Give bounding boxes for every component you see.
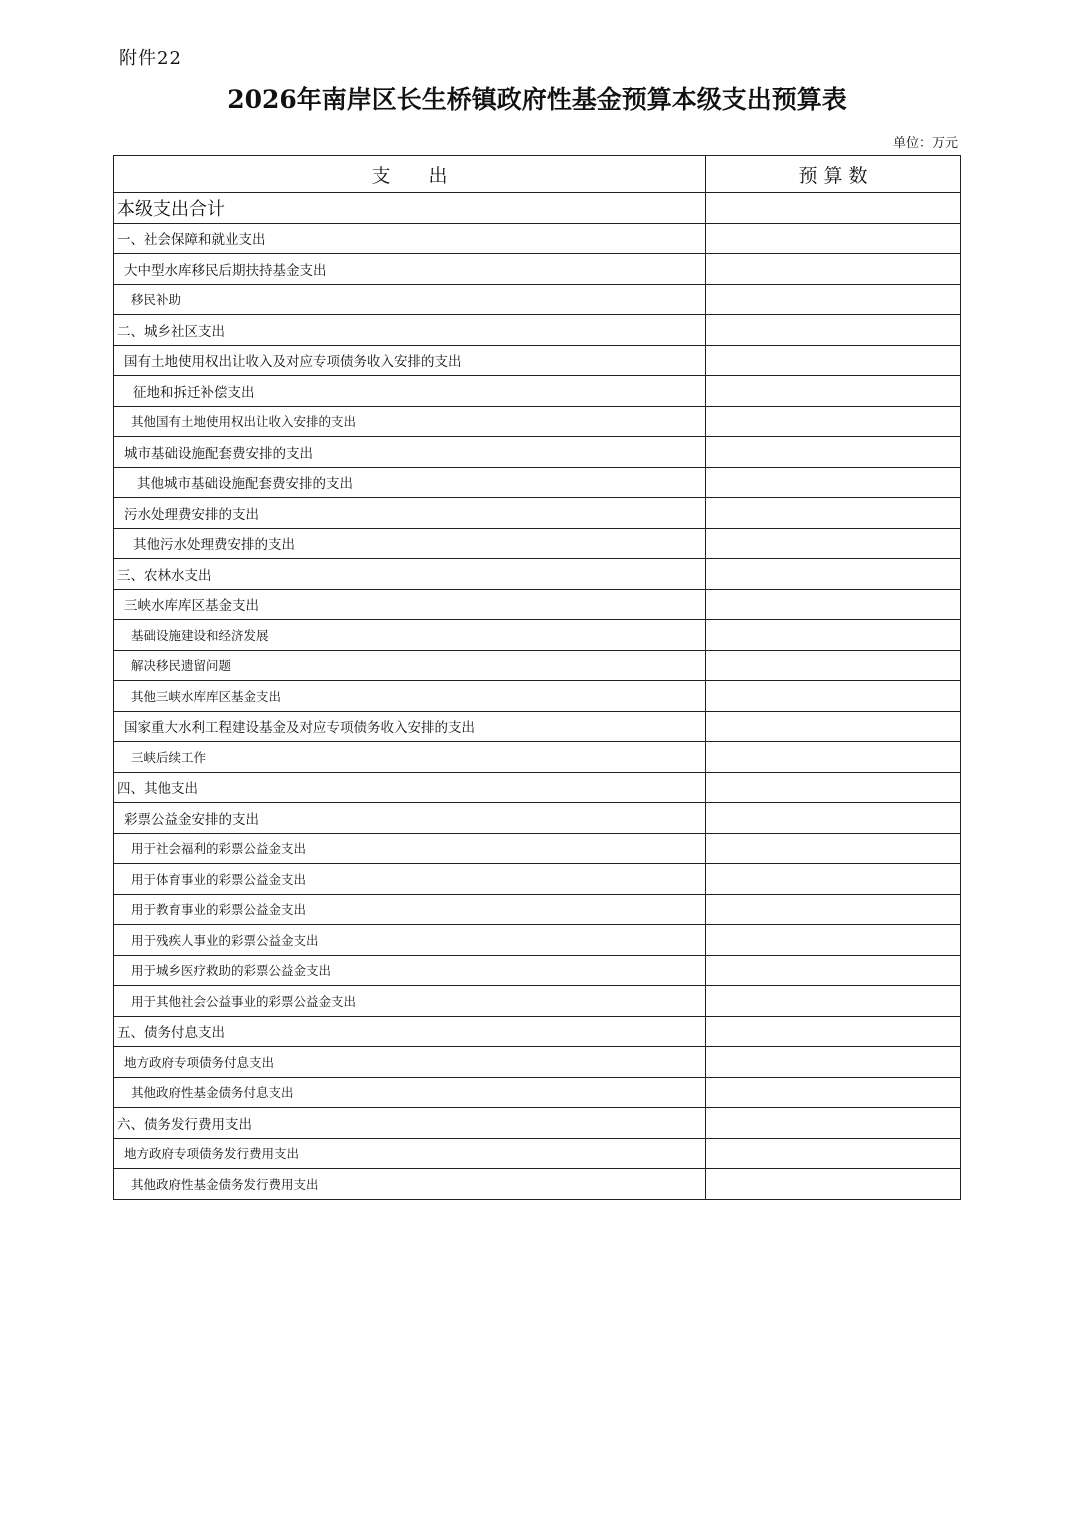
expenditure-cell <box>114 742 706 773</box>
expenditure-cell <box>114 1016 706 1047</box>
expenditure-cell <box>114 864 706 895</box>
budget-value-cell <box>706 925 961 956</box>
expenditure-label: 其他城市基础设施配套费安排的支出 <box>137 476 353 493</box>
table-row <box>114 650 961 681</box>
expenditure-label: 用于教育事业的彩票公益金支出 <box>131 902 307 918</box>
expenditure-cell <box>114 498 706 529</box>
expenditure-cell <box>114 315 706 346</box>
budget-value-cell <box>706 650 961 681</box>
column-header-budget: 预 算 数 <box>706 156 961 193</box>
table-row <box>114 955 961 986</box>
expenditure-cell <box>114 986 706 1017</box>
expenditure-label: 彩票公益金安排的支出 <box>124 811 259 828</box>
table-row <box>114 620 961 651</box>
expenditure-cell <box>114 193 706 224</box>
table-row <box>114 1016 961 1047</box>
expenditure-cell <box>114 955 706 986</box>
budget-value-cell <box>706 589 961 620</box>
table-row <box>114 1138 961 1169</box>
table-row <box>114 498 961 529</box>
budget-value-cell <box>706 1108 961 1139</box>
expenditure-cell <box>114 345 706 376</box>
table-row <box>114 437 961 468</box>
table-row <box>114 589 961 620</box>
expenditure-label: 本级支出合计 <box>117 198 225 220</box>
table-row <box>114 925 961 956</box>
page-title: 2026年南岸区长生桥镇政府性基金预算本级支出预算表 <box>227 85 847 114</box>
expenditure-cell <box>114 406 706 437</box>
expenditure-label: 基础设施建设和经济发展 <box>131 627 269 643</box>
expenditure-label: 解决移民遗留问题 <box>131 658 232 674</box>
expenditure-label: 其他国有土地使用权出让收入安排的支出 <box>131 414 357 430</box>
attachment-label: 附件22 <box>119 48 182 69</box>
budget-value-cell <box>706 1016 961 1047</box>
budget-value-cell <box>706 406 961 437</box>
table-row <box>114 894 961 925</box>
table-row <box>114 1047 961 1078</box>
expenditure-cell <box>114 437 706 468</box>
expenditure-label: 用于其他社会公益事业的彩票公益金支出 <box>131 993 357 1009</box>
expenditure-label: 用于社会福利的彩票公益金支出 <box>131 841 307 857</box>
table-row <box>114 559 961 590</box>
table-row <box>114 711 961 742</box>
budget-value-cell <box>706 711 961 742</box>
expenditure-label: 用于体育事业的彩票公益金支出 <box>131 871 307 887</box>
budget-value-cell <box>706 528 961 559</box>
expenditure-label: 地方政府专项债务发行费用支出 <box>124 1146 300 1162</box>
budget-value-cell <box>706 803 961 834</box>
expenditure-cell <box>114 223 706 254</box>
table-row <box>114 284 961 315</box>
budget-value-cell <box>706 833 961 864</box>
table-row <box>114 315 961 346</box>
expenditure-cell <box>114 894 706 925</box>
expenditure-label: 其他政府性基金债务发行费用支出 <box>131 1176 319 1192</box>
expenditure-cell <box>114 254 706 285</box>
budget-value-cell <box>706 559 961 590</box>
expenditure-cell <box>114 711 706 742</box>
budget-value-cell <box>706 894 961 925</box>
column-header-expenditure: 支 出 <box>114 156 706 193</box>
budget-value-cell <box>706 223 961 254</box>
table-row <box>114 1077 961 1108</box>
expenditure-label: 二、城乡社区支出 <box>117 323 225 340</box>
unit-label: 单位：万元 <box>892 136 958 151</box>
expenditure-cell <box>114 376 706 407</box>
budget-value-cell <box>706 376 961 407</box>
expenditure-label: 征地和拆迁补偿支出 <box>133 384 255 401</box>
expenditure-label: 六、债务发行费用支出 <box>117 1116 252 1133</box>
expenditure-cell <box>114 467 706 498</box>
expenditure-cell <box>114 803 706 834</box>
expenditure-label: 其他污水处理费安排的支出 <box>133 537 295 554</box>
expenditure-label: 五、债务付息支出 <box>117 1025 225 1042</box>
expenditure-cell <box>114 284 706 315</box>
expenditure-cell <box>114 1169 706 1200</box>
table-row <box>114 742 961 773</box>
expenditure-label: 移民补助 <box>131 292 182 308</box>
expenditure-cell <box>114 650 706 681</box>
expenditure-label: 其他三峡水库库区基金支出 <box>131 688 282 704</box>
budget-value-cell <box>706 1047 961 1078</box>
expenditure-label: 城市基础设施配套费安排的支出 <box>124 445 313 462</box>
table-row <box>114 1108 961 1139</box>
budget-value-cell <box>706 986 961 1017</box>
budget-value-cell <box>706 742 961 773</box>
expenditure-label: 其他政府性基金债务付息支出 <box>131 1085 294 1101</box>
table-row <box>114 223 961 254</box>
expenditure-cell <box>114 528 706 559</box>
expenditure-cell <box>114 681 706 712</box>
table-row <box>114 345 961 376</box>
expenditure-cell <box>114 620 706 651</box>
budget-value-cell <box>706 864 961 895</box>
expenditure-cell <box>114 833 706 864</box>
expenditure-label: 三峡水库库区基金支出 <box>124 598 259 615</box>
expenditure-label: 一、社会保障和就业支出 <box>117 232 266 249</box>
budget-value-cell <box>706 467 961 498</box>
budget-value-cell <box>706 498 961 529</box>
budget-value-cell <box>706 620 961 651</box>
table-row <box>114 406 961 437</box>
expenditure-cell <box>114 559 706 590</box>
table-row <box>114 986 961 1017</box>
budget-value-cell <box>706 193 961 224</box>
expenditure-label: 国有土地使用权出让收入及对应专项债务收入安排的支出 <box>124 354 462 371</box>
expenditure-cell <box>114 1047 706 1078</box>
table-row <box>114 467 961 498</box>
expenditure-cell <box>114 1138 706 1169</box>
budget-value-cell <box>706 681 961 712</box>
table-row <box>114 376 961 407</box>
table-row <box>114 528 961 559</box>
expenditure-label: 四、其他支出 <box>117 781 198 798</box>
budget-value-cell <box>706 955 961 986</box>
budget-table <box>113 155 961 1200</box>
expenditure-label: 国家重大水利工程建设基金及对应专项债务收入安排的支出 <box>124 720 475 737</box>
expenditure-label: 用于残疾人事业的彩票公益金支出 <box>131 932 319 948</box>
table-header-row <box>114 156 961 193</box>
budget-value-cell <box>706 772 961 803</box>
expenditure-label: 三峡后续工作 <box>131 749 207 765</box>
expenditure-label: 用于城乡医疗救助的彩票公益金支出 <box>131 963 332 979</box>
budget-value-cell <box>706 345 961 376</box>
budget-value-cell <box>706 1138 961 1169</box>
budget-value-cell <box>706 315 961 346</box>
table-row <box>114 193 961 224</box>
table-row <box>114 833 961 864</box>
expenditure-cell <box>114 1077 706 1108</box>
expenditure-cell <box>114 1108 706 1139</box>
expenditure-cell <box>114 772 706 803</box>
budget-value-cell <box>706 1077 961 1108</box>
expenditure-cell <box>114 589 706 620</box>
table-row <box>114 772 961 803</box>
expenditure-label: 污水处理费安排的支出 <box>124 506 259 523</box>
budget-value-cell <box>706 437 961 468</box>
expenditure-cell <box>114 925 706 956</box>
expenditure-label: 大中型水库移民后期扶持基金支出 <box>124 262 327 279</box>
expenditure-label: 地方政府专项债务付息支出 <box>124 1054 275 1070</box>
table-row <box>114 803 961 834</box>
budget-value-cell <box>706 1169 961 1200</box>
table-row <box>114 254 961 285</box>
table-row <box>114 864 961 895</box>
table-row <box>114 1169 961 1200</box>
table-body <box>114 193 961 1200</box>
expenditure-label: 三、农林水支出 <box>117 567 212 584</box>
budget-value-cell <box>706 284 961 315</box>
budget-value-cell <box>706 254 961 285</box>
table-row <box>114 681 961 712</box>
